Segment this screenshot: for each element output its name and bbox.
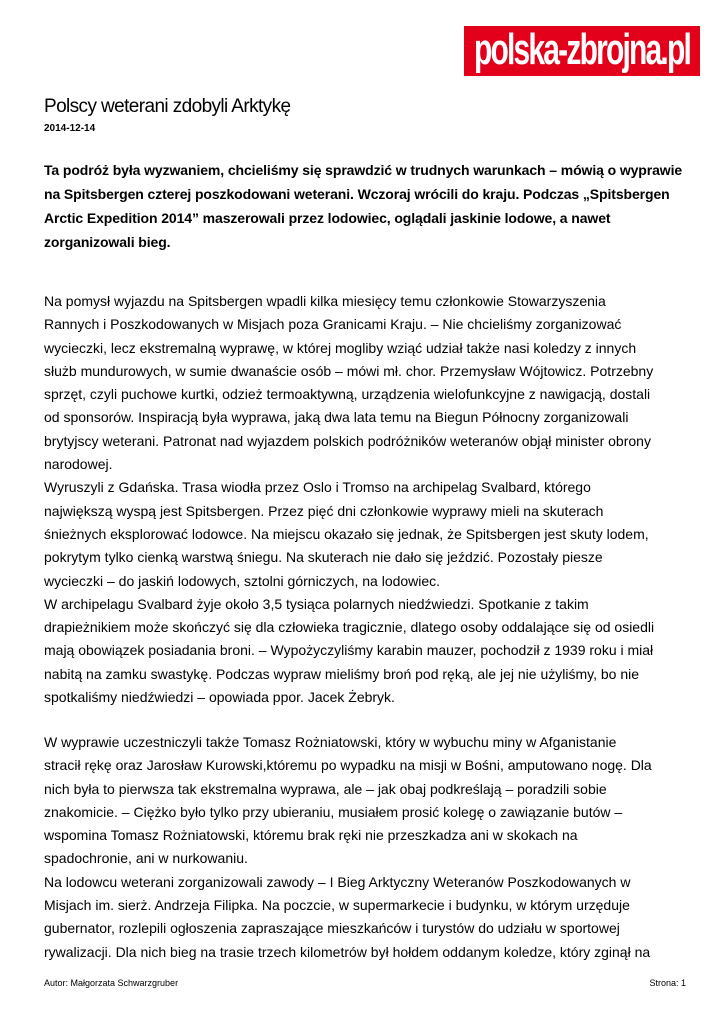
body-line: drapieżnikiem może skończyć się dla człowieka tragicznie, dlatego osoby oddalające się od osiedli	[44, 619, 655, 636]
body-line: gubernator, rozlepili ogłoszenia zapraszające mieszkańców i turystów do udziału w sportowej	[44, 920, 620, 937]
body-line: Na lodowcu weterani zorganizowali zawody – I Bieg Arktyczny Weteranów Poszkodowanych w	[44, 873, 631, 890]
body-line: Na pomysł wyjazdu na Spitsbergen wpadli kilka miesięcy temu członkowie Stowarzyszenia	[44, 293, 606, 309]
article-body-part-2	[44, 731, 694, 964]
body-line: brytyjscy weterani. Patronat nad wyjazdem polskich podróżników weteranów objął minister obrony	[44, 432, 651, 449]
body-line: Wyruszyli z Gdańska. Trasa wiodła przez Oslo i Tromso na archipelag Svalbard, którego	[44, 479, 591, 496]
body-line: wycieczki, lecz ekstremalną wyprawę, w której mogliby wziąć udział także nasi koledzy z innych	[44, 339, 637, 356]
site-logo-text: polska-zbrojna.pl	[473, 26, 691, 75]
body-line: narodowej.	[44, 456, 113, 473]
article-date: 2014-12-14	[44, 123, 96, 134]
lead-line: Arctic Expedition 2014” maszerowali przez lodowiec, oglądali jaskinie lodowe, a nawet	[44, 210, 611, 226]
body-line: Rannych i Poszkodowanych w Misjach poza Granicami Kraju. – Nie chcieliśmy zorganizować	[44, 316, 622, 333]
body-line: Misjach im. sierż. Andrzeja Filipka. Na poczcie, w supermarkecie i budynku, w którym urzęduje	[44, 897, 630, 914]
lead-line: na Spitsbergen czterej poszkodowani weterani. Wczoraj wrócili do kraju. Podczas „Spitsbergen	[44, 186, 670, 202]
body-line: nabitą na zamku swastykę. Podczas wypraw mieliśmy broń pod ręką, ale jej nie użyliśmy, bo nie	[44, 665, 639, 682]
body-line: wycieczki – do jaskiń lodowych, sztolni górniczych, na lodowiec.	[44, 572, 441, 589]
body-line: służb mundurowych, w sumie dwanaście osób – mówi mł. chor. Przemysław Wójtowicz. Potrzebny	[44, 362, 654, 379]
body-line: nich była to pierwsza tak ekstremalna wyprawa, ale – jak obaj podkreślają – poradzili sobie	[44, 780, 607, 797]
body-line: pokrytym tylko cienką warstwą śniegu. Na skuterach nie dało się jeździć. Pozostały piesze	[44, 549, 603, 566]
body-line: W archipelagu Svalbard żyje około 3,5 tysiąca polarnych niedźwiedzi. Spotkanie z takim	[44, 595, 589, 612]
lead-line: zorganizowali bieg.	[44, 234, 171, 250]
site-logo[interactable]	[464, 26, 700, 76]
footer-author: Autor: Małgorzata Schwarzgruber	[44, 978, 179, 988]
body-line: mają obowiązek posiadania broni. – Wypożyczyliśmy karabin mauzer, pochodził z 1939 roku i miał	[44, 642, 654, 659]
body-line: śnieżnych eksplorować lodowce. Na miejscu okazało się jednak, że Spitsbergen jest skuty lodem,	[44, 525, 649, 542]
body-line: wspomina Tomasz Rożniatowski, któremu brak ręki nie przeszkadza ani w skokach na	[44, 827, 578, 844]
body-line: od sponsorów. Inspiracją była wyprawa, jaką dwa lata temu na Biegun Północny zorganizowali	[44, 409, 629, 426]
body-line: sprzęt, czyli puchowe kurtki, odzież termoaktywną, urządzenia wielofunkcyjne z nawigacją, dostali	[44, 386, 651, 403]
body-line: W wyprawie uczestniczyli także Tomasz Rożniatowski, który w wybuchu miny w Afganistanie	[44, 734, 617, 750]
article-lead	[44, 158, 684, 254]
article-body-part-1	[44, 290, 694, 709]
body-line: znakomicie. – Ciężko było tylko przy ubieraniu, musiałem prosić kolegę o zawiązanie butów –	[44, 803, 623, 820]
body-line: spotkaliśmy niedźwiedzi – opowiada ppor. Jacek Żebryk.	[44, 689, 395, 706]
body-line: rywalizacji. Dla nich bieg na trasie trzech kilometrów był hołdem oddanym koledze, który zginął na	[44, 943, 651, 960]
body-line: stracił rękę oraz Jarosław Kurowski,któremu po wypadku na misji w Bośni, amputowano nogę. Dla	[44, 757, 652, 774]
body-line: największą wyspą jest Spitsbergen. Przez pięć dni członkowie wyprawy mieli na skuterach	[44, 502, 604, 519]
lead-line: Ta podróż była wyzwaniem, chcieliśmy się sprawdzić w trudnych warunkach – mówią o wyprawie	[44, 162, 683, 178]
article-title: Polscy weterani zdobyli Arktykę	[44, 96, 291, 117]
footer-page-number: Strona: 1	[649, 978, 686, 988]
body-line: spadochronie, ani w nurkowaniu.	[44, 850, 248, 867]
